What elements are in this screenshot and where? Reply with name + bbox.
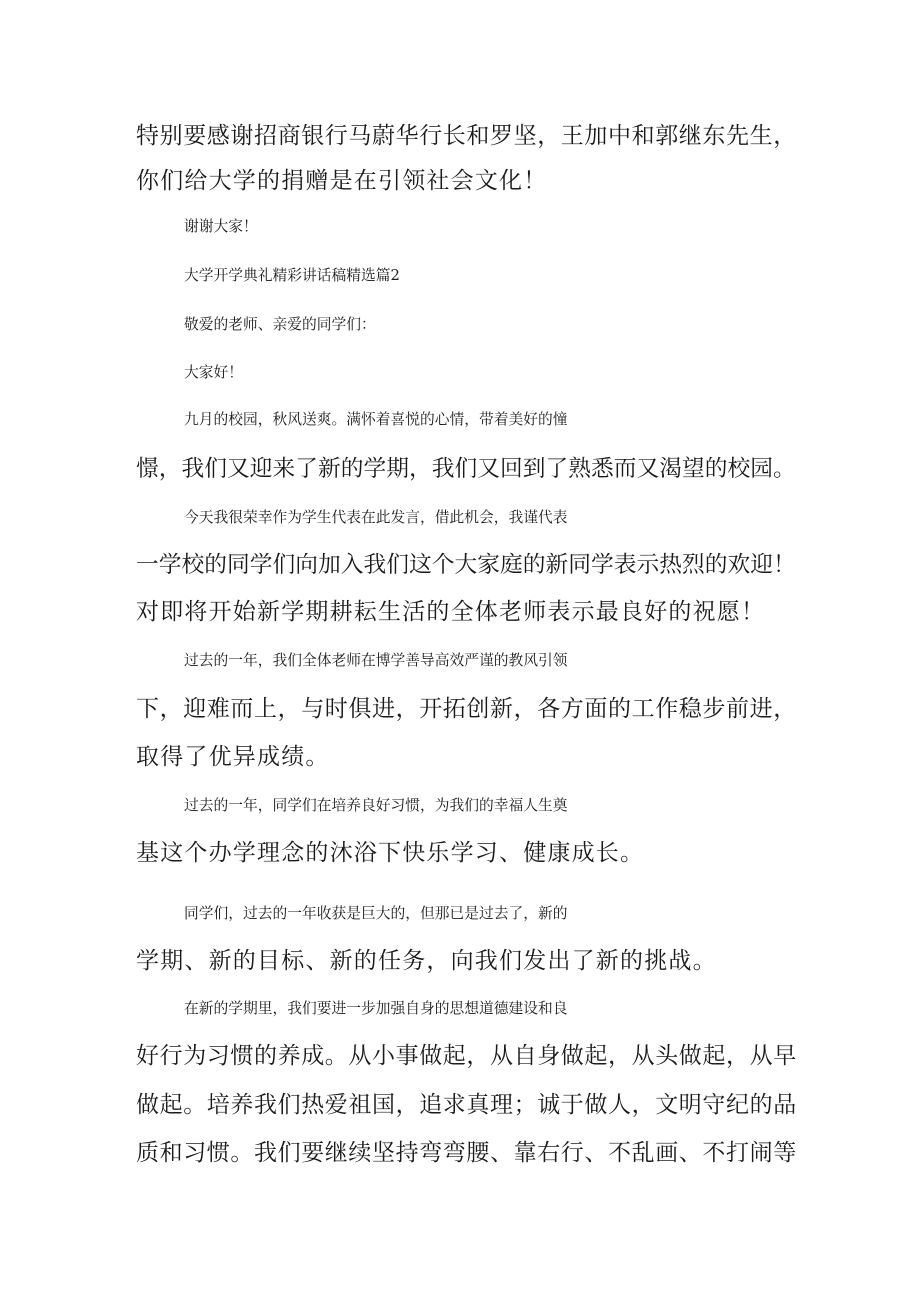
paragraph-line: 同学们，过去的一年收获是巨大的，但那已是过去了，新的 — [184, 905, 568, 922]
section-title: 大学开学典礼精彩讲话稿精选篇2 — [184, 267, 400, 284]
paragraph-line: 基这个办学理念的沐浴下快乐学习、健康成长。 — [136, 840, 645, 866]
paragraph-line: 好行为习惯的养成。从小事做起，从自身做起，从头做起，从早 — [136, 1043, 797, 1069]
paragraph-line: 一学校的同学们向加入我们这个大家庭的新同学表示热烈的欢迎！ — [136, 552, 796, 578]
paragraph-line: 憬，我们又迎来了新的学期，我们又回到了熟悉而又渴望的校园。 — [136, 456, 796, 482]
paragraph-line: 学期、新的目标、新的任务，向我们发出了新的挑战。 — [136, 948, 717, 974]
paragraph-line: 质和习惯。我们要继续坚持弯弯腰、靠右行、不乱画、不打闹等 — [136, 1140, 797, 1166]
salutation: 敬爱的老师、亲爱的同学们： — [184, 316, 376, 333]
paragraph-line: 九月的校园，秋风送爽。满怀着喜悦的心情，带着美好的憧 — [184, 411, 568, 428]
greeting: 大家好！ — [184, 364, 243, 381]
paragraph-line: 在新的学期里，我们要进一步加强自身的思想道德建设和良 — [184, 1000, 568, 1017]
paragraph-line: 取得了优异成绩。 — [136, 744, 330, 770]
paragraph-line: 下，迎难而上，与时俱进，开拓创新，各方面的工作稳步前进， — [136, 696, 797, 722]
paragraph-line: 做起。培养我们热爱祖国，追求真理；诚于做人，文明守纪的品 — [136, 1092, 797, 1118]
closing-line: 谢谢大家！ — [184, 218, 258, 235]
paragraph-line: 过去的一年，我们全体老师在博学善导高效严谨的教风引领 — [184, 652, 568, 669]
paragraph-line: 过去的一年，同学们在培养良好习惯，为我们的幸福人生奠 — [184, 797, 568, 814]
paragraph-line: 今天我很荣幸作为学生代表在此发言，借此机会，我谨代表 — [184, 509, 568, 526]
paragraph-line: 对即将开始新学期耕耘生活的全体老师表示最良好的祝愿！ — [136, 599, 766, 625]
paragraph-line: 特别要感谢招商银行马蔚华行长和罗坚，王加中和郭继东先生， — [136, 123, 797, 149]
paragraph-line: 你们给大学的捐赠是在引领社会文化！ — [136, 168, 548, 194]
